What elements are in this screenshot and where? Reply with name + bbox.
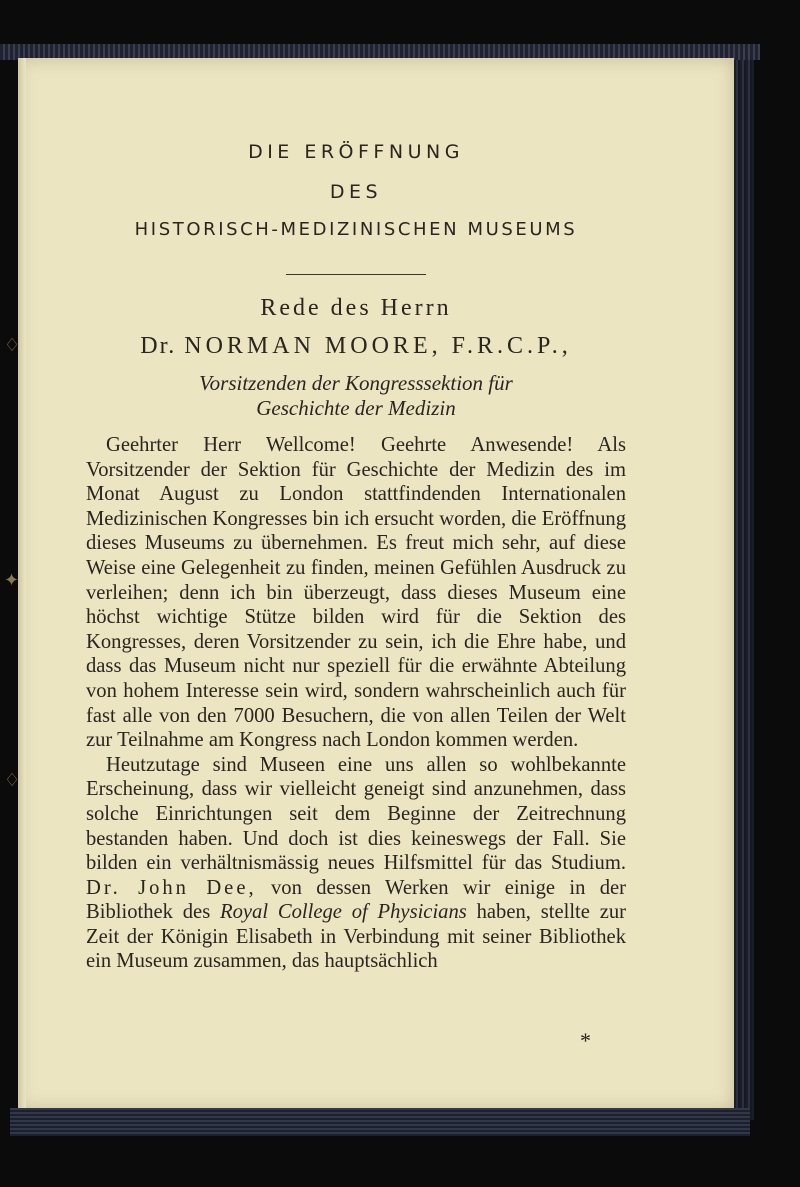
paragraph-2-text-a: Heutzutage sind Museen eine uns allen so wohlbekannte Erscheinung, dass wir vielleicht geneigt sind anzunehmen, dass solche Einrichtungen seit dem Beginne der Zeitrechnung bestanden haben. Und doch ist dies keineswegs der Fall. Sie bilden ein verhältnismässig neues Hilfsmittel für das Studium. bbox=[86, 753, 626, 875]
title-divider bbox=[286, 274, 426, 275]
title-line-3: HISTORISCH-MEDIZINISCHEN MUSEUMS bbox=[134, 219, 578, 240]
speaker-name bbox=[86, 331, 626, 361]
speaker-role bbox=[86, 371, 626, 421]
page-content bbox=[86, 140, 626, 974]
person-name-dee: Dr. John Dee, bbox=[86, 876, 257, 899]
body-paragraph-2 bbox=[86, 753, 626, 974]
margin-mark: ♢ bbox=[4, 770, 21, 790]
speaker-prefix: Dr. bbox=[140, 333, 177, 359]
institution-name: Royal College of Physicians bbox=[220, 901, 467, 924]
title-line-1: DIE ERÖFFNUNG bbox=[248, 141, 464, 163]
title-line-2: DES bbox=[329, 181, 383, 203]
paragraph-2-text-c: haben, stellte zur Zeit der Königin Elisabeth in Verbindung mit seiner Bibliothek ein Museum zusammen, das hauptsächlich bbox=[86, 901, 626, 973]
book-bottom-edge bbox=[10, 1108, 750, 1136]
signature-mark: * bbox=[580, 1028, 591, 1053]
speech-attribution: Rede des Herrn bbox=[260, 295, 452, 321]
body-paragraph-1: Geehrter Herr Wellcome! Geehrte Anwesende! Als Vorsitzender der Sektion für Geschichte der Medizin des im Monat August zu London stattfindenden Internationalen Medizinischen Kongresses bin ich ersucht worden, die Eröffnung dieses Museums zu übernehmen. Es freut mich sehr, auf diese Weise eine Gelegenheit zu finden, meinen Gefühlen Ausdruck zu verleihen; denn ich bin überzeugt, dass dieses Museum eine höchst wichtige Stütze bilden wird für die Sektion des Kongresses, deren Vorsitzender zu sein, ich die Ehre habe, und dass das Museum nicht nur speziell für die erwähnte Abteilung von hohem Interesse sein wird, sondern wahrscheinlich auch für fast alle von den 7000 Besuchern, die von allen Teilen der Welt zur Teilnahme am Kongress nach London kommen werden. bbox=[86, 434, 626, 752]
margin-mark: ♢ bbox=[4, 335, 21, 355]
margin-mark: ✦ bbox=[4, 570, 20, 590]
paragraph-2-text-b: von dessen Werken wir einige in der Bibliothek des bbox=[86, 876, 626, 924]
book-cover-edge bbox=[734, 60, 754, 1120]
speaker-role-line-1: Vorsitzenden der Kongresssektion für bbox=[199, 371, 513, 395]
speaker-fullname: NORMAN MOORE, F.R.C.P., bbox=[184, 333, 572, 359]
page-gutter bbox=[18, 58, 26, 1110]
speaker-role-line-2: Geschichte der Medizin bbox=[256, 396, 456, 420]
